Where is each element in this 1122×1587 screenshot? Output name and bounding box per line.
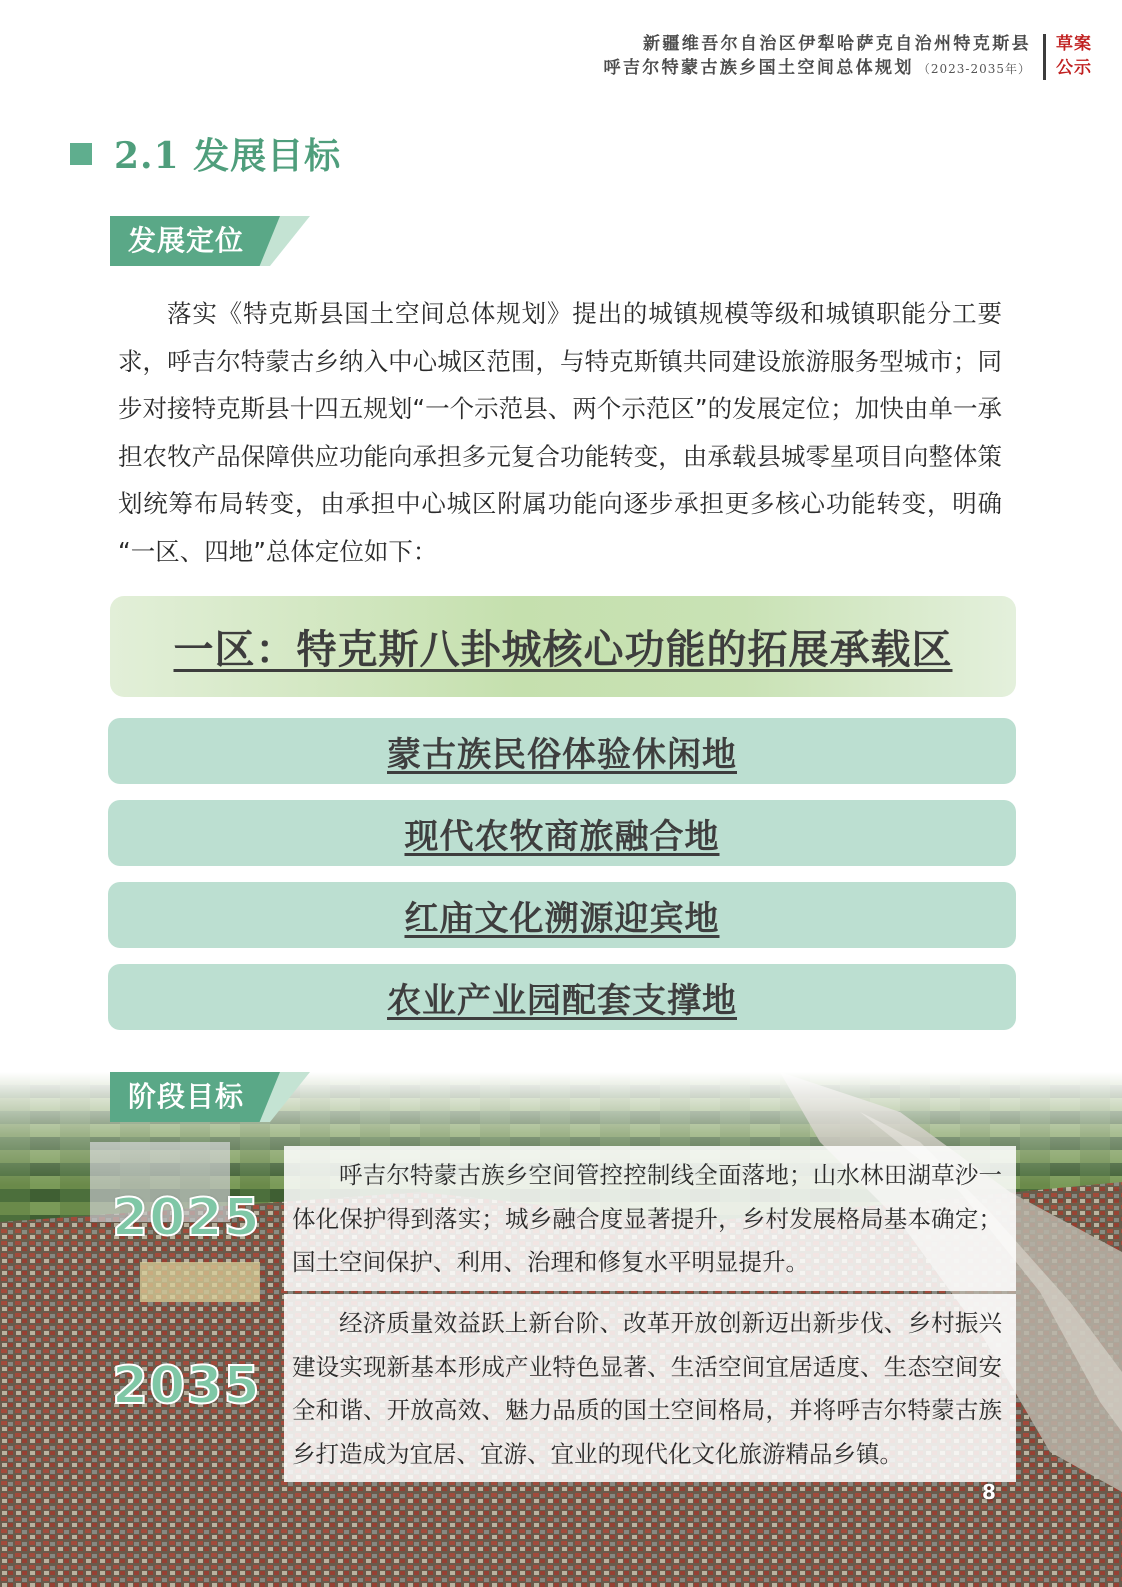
sub-position-box — [108, 882, 1016, 948]
draft-badge-line2: 公示 — [1056, 58, 1092, 78]
stage-text: 呼吉尔特蒙古族乡空间管控控制线全面落地；山水林田湖草沙一体化保护得到落实；城乡融合度显著提升，乡村发展格局基本确定；国土空间保护、利用、治理和修复水平明显提升。 — [292, 1161, 1002, 1276]
stage-text-box — [284, 1146, 1016, 1291]
section-title: 2.1 发展目标 — [114, 135, 342, 177]
sub-position-text: 红庙文化溯源迎宾地 — [404, 898, 720, 939]
draft-badge-line1: 草案 — [1056, 34, 1092, 54]
stage-text-box — [284, 1294, 1016, 1482]
sub-position-box — [108, 718, 1016, 784]
header-title-line2 — [603, 56, 1031, 81]
square-bullet-icon — [70, 143, 92, 165]
sub-position-box — [108, 964, 1016, 1030]
sub-position-text: 蒙古族民俗体验休闲地 — [387, 734, 737, 775]
draft-badge — [1056, 32, 1092, 80]
main-position-box — [110, 596, 1016, 697]
header-years: （2023-2035年） — [917, 62, 1031, 76]
positioning-tag-label: 发展定位 — [128, 224, 245, 257]
stage-goals-tag-label: 阶段目标 — [128, 1080, 245, 1113]
sub-position-text: 农业产业园配套支撑地 — [387, 980, 737, 1021]
page-number: 8 — [982, 1480, 996, 1504]
stage-year: 2025 — [112, 1188, 261, 1248]
positioning-tag — [110, 216, 310, 266]
header-title-block — [603, 32, 1031, 81]
stage-goals-tag — [110, 1072, 310, 1122]
header-title-line2-text: 呼吉尔特蒙古族乡国土空间总体规划 — [603, 58, 914, 78]
header-title-line1: 新疆维吾尔自治区伊犁哈萨克自治州特克斯县 — [643, 34, 1031, 54]
stage-year: 2035 — [112, 1356, 261, 1416]
sub-position-box — [108, 800, 1016, 866]
section-heading — [70, 128, 341, 179]
header-divider — [1043, 34, 1046, 80]
stage-text: 经济质量效益跃上新台阶、改革开放创新迈出新步伐、乡村振兴建设实现新基本形成产业特色显著、生活空间宜居适度、生态空间安全和谐、开放高效、魅力品质的国土空间格局，并将呼吉尔特蒙古族乡打造成为宜居、宜游、宜业的现代化文化旅游精品乡镇。 — [292, 1309, 1002, 1468]
document-header — [603, 32, 1092, 81]
positioning-paragraph: 落实《特克斯县国土空间总体规划》提出的城镇规模等级和城镇职能分工要求，呼吉尔特蒙古乡纳入中心城区范围，与特克斯镇共同建设旅游服务型城市；同步对接特克斯县十四五规划“一个示范县、两个示范区”的发展定位；加快由单一承担农牧产品保障供应功能向承担多元复合功能转变，由承载县城零星项目向整体策划统筹布局转变，由承担中心城区附属功能向逐步承担更多核心功能转变，明确 “一区、四地”总体定位如下： — [118, 299, 1002, 566]
sub-position-text: 现代农牧商旅融合地 — [404, 816, 720, 857]
main-position-text: 一区：特克斯八卦城核心功能的拓展承载区 — [173, 627, 953, 673]
